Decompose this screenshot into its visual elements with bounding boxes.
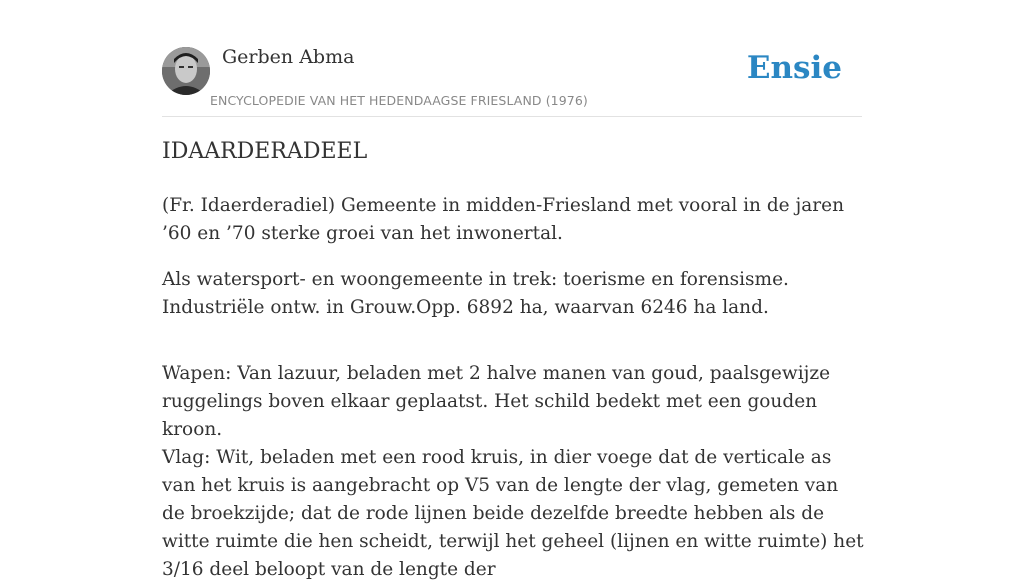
paragraph-heraldry (162, 360, 864, 584)
author-name[interactable]: Gerben Abma (222, 46, 355, 68)
article-body (162, 192, 864, 584)
author-portrait-icon (162, 47, 210, 95)
heraldry-flag: Vlag: Wit, beladen met een rood kruis, in dier voege dat de verticale as van het kruis is aangebracht op V5 van de lengte der vlag, gemeten van de broekzijde; dat de rode lijnen beide dezelfde breedte hebben als de witte ruimte die hen scheidt, terwijl het geheel (lijnen en witte ruimte) het 3/16 deel beloopt van de lengte der (162, 447, 864, 580)
paragraph-tourism: Als watersport- en woongemeente in trek: toerisme en forensisme. Industriële ontw. in Grouw.Opp. 6892 ha, waarvan 6246 ha land. (162, 269, 789, 318)
ensie-logo[interactable]: Ensie (746, 50, 842, 86)
paragraph-intro: (Fr. Idaerderadiel) Gemeente in midden-Friesland met vooral in de jaren ’60 en ’70 sterke groei van het inwonertal. (162, 195, 844, 244)
article-header (162, 44, 862, 117)
page-title: IDAARDERADEEL (162, 139, 368, 164)
heraldry-coat-of-arms: Wapen: Van lazuur, beladen met 2 halve manen van goud, paalsgewijze ruggelings boven elkaar geplaatst. Het schild bedekt met een gouden kroon. (162, 363, 831, 440)
author-avatar[interactable] (162, 47, 210, 95)
source-title[interactable]: ENCYCLOPEDIE VAN HET HEDENDAAGSE FRIESLAND (1976) (210, 93, 588, 108)
